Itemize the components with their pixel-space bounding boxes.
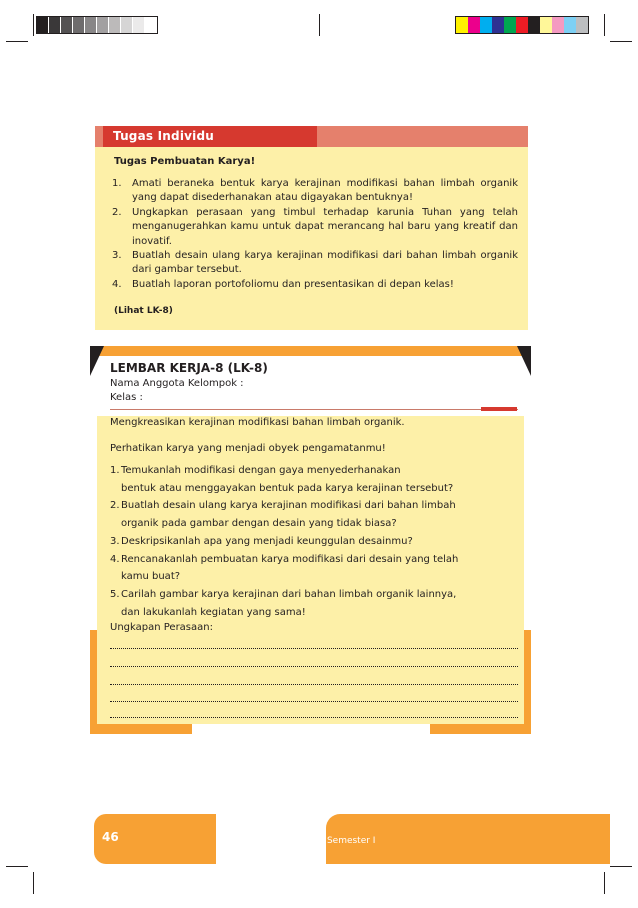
lk-step-text: dan lakukanlah kegiatan yang sama! [121,606,306,618]
tugas-item-number: 4. [112,278,122,290]
gray-swatch [37,17,49,33]
crop-mark [604,872,605,894]
color-swatch [576,17,588,33]
lk-step [110,586,510,621]
lk-step-number: 5. [110,588,120,600]
tugas-individu-box [95,126,528,330]
lk-steps [110,462,510,621]
lk-step-number: 3. [110,535,120,547]
color-swatch [540,17,552,33]
lk-step-text: kamu buat? [121,571,181,583]
lk-step [110,533,510,551]
lk-corner-right [517,346,531,376]
color-swatch [492,17,504,33]
color-swatch-bar [455,16,589,34]
tugas-item-text: Buatlah desain ulang karya kerajinan modifikasi dari bahan limbah organik dari gambar tersebut. [132,250,518,276]
page-footer [94,814,610,864]
grayscale-bar [36,16,158,34]
lk-step-text: organik pada gambar dengan desain yang tidak biasa? [121,518,397,530]
answer-line[interactable] [110,701,518,702]
tugas-item [112,249,518,278]
lk-feelings-label: Ungkapan Perasaan: [110,622,213,633]
answer-line[interactable] [110,717,518,718]
lk-instruction: Perhatikan karya yang menjadi obyek pengamatanmu! [110,443,386,454]
tugas-subtitle: Tugas Pembuatan Karya! [114,156,256,167]
lk-step-text: Rencanakanlah pembuatan karya modifikasi dari desain yang telah [121,553,459,565]
lk-step-text: bentuk atau menggayakan bentuk pada karya kerajinan tersebut? [121,482,454,494]
registration-tick [319,14,320,36]
gray-swatch [85,17,97,33]
lk-title: LEMBAR KERJA-8 (LK-8) [110,361,268,375]
lk-step-text: Temukanlah modifikasi dengan gaya menyederhanakan [121,465,401,476]
tugas-item-text: Ungkapkan perasaan yang timbul terhadap karunia Tuhan yang telah menganugerahkan kamu untuk dapat merancang hal baru yang kreatif dan inovatif. [132,206,518,247]
crop-mark [610,866,632,867]
lk-top-band [90,346,531,356]
color-swatch [552,17,564,33]
footer-class-label: Kelas VIII SMP/MTs [234,836,316,846]
color-swatch [528,17,540,33]
lk-step-text: Buatlah desain ulang karya kerajinan modifikasi dari bahan limbah [121,500,456,512]
crop-mark [6,41,28,42]
gray-swatch [73,17,85,33]
lk-panel [97,356,524,724]
tugas-item [112,206,518,249]
tugas-title: Tugas Individu [113,129,214,143]
tugas-item-text: Buatlah laporan portofoliomu dan presentasikan di depan kelas! [132,278,454,290]
crop-mark [610,41,632,42]
crop-mark [33,872,34,894]
color-swatch [480,17,492,33]
crop-mark [6,866,28,867]
lk-step-number: 2. [110,500,120,512]
tugas-item [112,177,518,206]
gray-swatch [61,17,73,33]
footer-label [234,833,375,846]
gray-swatch [109,17,121,33]
lk-step [110,462,510,497]
crop-mark [604,14,605,36]
color-swatch [504,17,516,33]
gray-swatch [97,17,109,33]
page-number: 46 [102,830,119,844]
tugas-item-number: 1. [112,178,122,189]
answer-line[interactable] [110,666,518,667]
tugas-item [112,278,518,292]
gray-swatch [49,17,61,33]
lk-step [110,551,510,586]
lk-intro: Mengkreasikan kerajinan modifikasi bahan limbah organik. [110,417,405,428]
lk-divider [110,409,518,410]
lk-step-number: 4. [110,553,120,565]
color-swatch [468,17,480,33]
gray-swatch [145,17,157,33]
lk-step [110,497,510,532]
answer-line[interactable] [110,648,518,649]
crop-mark [33,14,34,36]
footer-separator [321,833,322,844]
color-swatch [564,17,576,33]
color-swatch [516,17,528,33]
tugas-list [112,177,518,292]
tugas-item-number: 2. [112,206,122,218]
gray-swatch [133,17,145,33]
lk-step-text: Deskripsikanlah apa yang menjadi keunggulan desainmu? [121,535,413,547]
lk-step-text: Carilah gambar karya kerajinan dari bahan limbah organik lainnya, [121,588,457,600]
color-swatch [456,17,468,33]
lk-corner-left [90,346,104,376]
lembar-kerja-8 [90,340,531,734]
tugas-note: (Lihat LK-8) [114,306,173,316]
lk-divider-accent [481,407,517,411]
footer-semester-label: Semester I [326,836,376,846]
answer-line[interactable] [110,684,518,685]
lk-step-number: 1. [110,465,120,476]
tugas-item-text: Amati beraneka bentuk karya kerajinan modifikasi bahan limbah organik yang dapat disederhanakan atau digayakan bentuknya! [132,178,518,204]
gray-swatch [121,17,133,33]
lk-class-field: Kelas : [110,392,143,403]
tugas-item-number: 3. [112,250,122,262]
lk-members-field: Nama Anggota Kelompok : [110,378,244,389]
